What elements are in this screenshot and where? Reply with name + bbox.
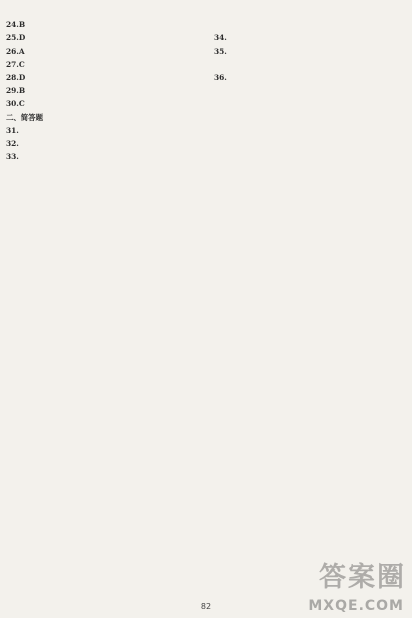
answer-paragraph (6, 59, 196, 71)
answer-paragraph (214, 19, 404, 31)
item-number: 30.C (6, 99, 25, 109)
answer-paragraph (214, 6, 404, 18)
answer-paragraph (214, 72, 404, 84)
item-number: 29.B (6, 86, 26, 96)
answer-paragraph (6, 19, 196, 31)
answer-paragraph (214, 32, 404, 44)
item-number: 25.D (6, 33, 26, 43)
item-number: 32. (6, 139, 19, 149)
watermark-url: MXQE.COM (308, 598, 404, 614)
item-number: 24.B (6, 20, 26, 30)
answer-paragraph (6, 151, 196, 163)
answer-paragraph (6, 6, 196, 18)
answer-paragraph (6, 85, 196, 97)
answer-paragraph (6, 32, 196, 44)
page-number: 82 (200, 602, 212, 611)
item-number: 36. (214, 73, 227, 83)
section-title: 二、简答题 (6, 112, 43, 122)
right-column (214, 6, 404, 85)
left-column (6, 6, 196, 164)
answer-paragraph (6, 98, 196, 110)
answer-paragraph (214, 59, 404, 71)
item-number: 27.C (6, 59, 25, 69)
watermark-logo: 答案圈 (319, 562, 406, 593)
answer-paragraph (6, 138, 196, 150)
item-number: 35. (214, 46, 227, 56)
item-number: 26.A (6, 46, 25, 56)
item-number: 31. (6, 125, 19, 135)
answer-paragraph (6, 72, 196, 84)
answer-paragraph (214, 46, 404, 58)
item-number: 34. (214, 33, 227, 43)
item-number: 28.D (6, 73, 26, 83)
item-number: 33. (6, 152, 19, 162)
answer-paragraph (6, 46, 196, 58)
answer-paragraph (6, 125, 196, 137)
